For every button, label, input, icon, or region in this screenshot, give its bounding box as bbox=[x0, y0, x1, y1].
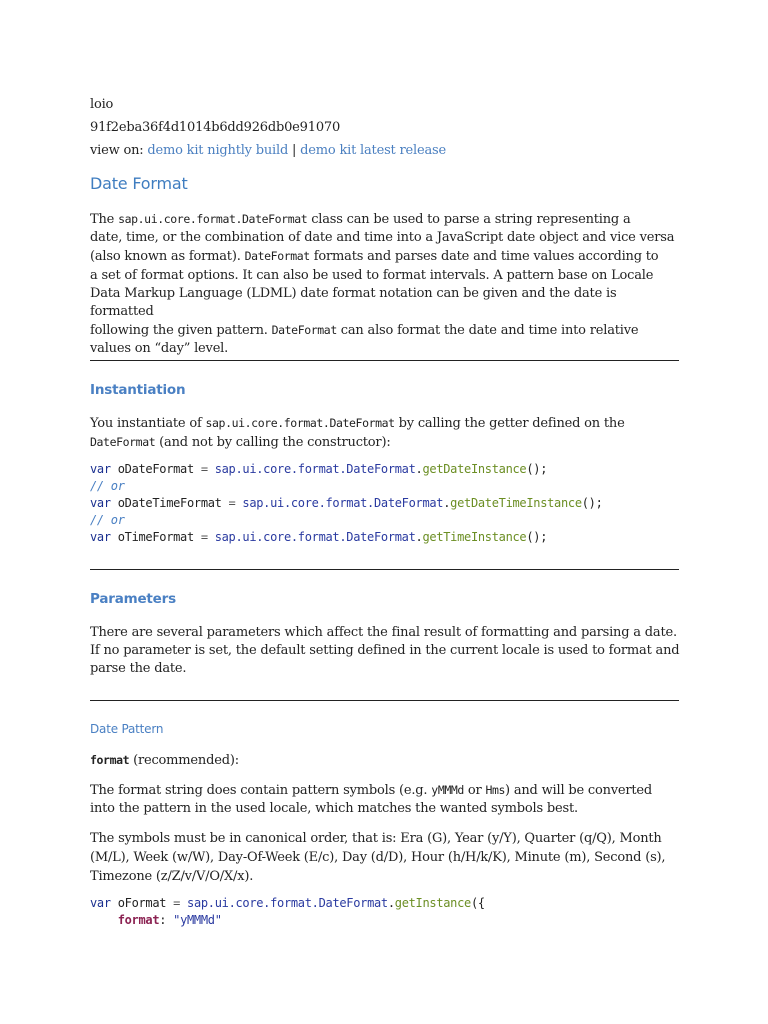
pattern-paragraph-1 bbox=[90, 781, 680, 818]
code-namespace: sap.ui.core.format. bbox=[242, 496, 374, 510]
instantiation-line-1 bbox=[90, 414, 680, 433]
code-namespace: sap.ui.core.format. bbox=[214, 530, 347, 544]
code-dot: . bbox=[387, 896, 395, 910]
parameters-line-1: There are several parameters which affect the final result of formatting and parsing a date. bbox=[90, 625, 677, 640]
pattern-line-1 bbox=[90, 781, 680, 800]
code-operator: = bbox=[228, 496, 236, 510]
view-on-line bbox=[90, 142, 446, 160]
intro-text: (also known as format). bbox=[90, 249, 245, 265]
code-namespace: sap.ui.core.format. bbox=[187, 896, 319, 910]
code-function: getDateTimeInstance bbox=[450, 496, 582, 510]
code-function: getTimeInstance bbox=[422, 530, 527, 544]
symbols-line-3: Timezone (z/Z/v/V/O/X/x). bbox=[90, 869, 254, 884]
code-line-2 bbox=[90, 913, 222, 927]
code-call-end: (); bbox=[526, 462, 548, 476]
code-dot: . bbox=[415, 462, 423, 476]
inline-code: format bbox=[90, 753, 130, 767]
intro-line-7: values on “day” level. bbox=[90, 341, 229, 357]
instantiation-text: by calling the getter defined on the bbox=[394, 416, 625, 431]
code-open: ({ bbox=[470, 896, 485, 910]
loio-label: loio bbox=[90, 97, 114, 112]
parameters-heading: Parameters bbox=[90, 591, 176, 607]
intro-line-6 bbox=[90, 321, 680, 340]
code-keyword: var bbox=[90, 462, 111, 476]
code-colon: : bbox=[159, 913, 167, 927]
pattern-line-2: into the pattern in the used locale, which matches the wanted symbols best. bbox=[90, 801, 578, 817]
instantiation-text: You instantiate of bbox=[90, 416, 206, 431]
instantiation-paragraph bbox=[90, 414, 680, 452]
date-pattern-code-block bbox=[90, 895, 485, 929]
code-string: "yMMMd" bbox=[173, 913, 222, 927]
code-operator: = bbox=[173, 896, 181, 910]
intro-line-1 bbox=[90, 210, 680, 229]
code-variable: oFormat bbox=[117, 896, 167, 910]
demo-kit-nightly-link[interactable]: demo kit nightly build bbox=[147, 143, 289, 158]
intro-text: can also format the date and time into relative bbox=[336, 323, 639, 339]
code-line-1 bbox=[90, 896, 485, 910]
code-call-end: (); bbox=[526, 530, 548, 544]
code-line-5 bbox=[90, 530, 547, 544]
code-operator: = bbox=[200, 530, 208, 544]
code-function: getInstance bbox=[394, 896, 471, 910]
section-divider bbox=[90, 700, 679, 701]
intro-line-3 bbox=[90, 247, 680, 266]
code-line-3 bbox=[90, 496, 603, 510]
view-on-label: view on: bbox=[90, 143, 144, 158]
format-option-label bbox=[90, 751, 239, 770]
pattern-text: or bbox=[463, 783, 486, 798]
code-variable: oDateFormat bbox=[117, 462, 194, 476]
loio-id: 91f2eba36f4d1014b6dd926db0e91070 bbox=[90, 120, 341, 135]
code-class: DateFormat bbox=[373, 496, 444, 510]
code-namespace: sap.ui.core.format. bbox=[214, 462, 347, 476]
code-comment: // or bbox=[90, 479, 125, 493]
inline-code: Hms bbox=[485, 783, 506, 797]
date-pattern-heading: Date Pattern bbox=[90, 722, 164, 736]
intro-paragraph bbox=[90, 210, 680, 359]
symbols-line-1: The symbols must be in canonical order, that is: Era (G), Year (y/Y), Quarter (q/Q), Month bbox=[90, 831, 662, 846]
symbols-line-2: (M/L), Week (w/W), Day-Of-Week (E/c), Day (d/D), Hour (h/H/k/K), Minute (m), Second (s), bbox=[90, 850, 666, 865]
code-function: getDateInstance bbox=[422, 462, 527, 476]
code-variable: oTimeFormat bbox=[117, 530, 194, 544]
parameters-line-2: If no parameter is set, the default setting defined in the current locale is used to format and bbox=[90, 643, 680, 659]
inline-code: DateFormat bbox=[271, 323, 337, 338]
demo-kit-latest-link[interactable]: demo kit latest release bbox=[300, 143, 446, 158]
inline-code: sap.ui.core.format.DateFormat bbox=[205, 416, 395, 430]
code-line-1 bbox=[90, 462, 547, 476]
code-property: format bbox=[117, 913, 160, 927]
page-title: Date Format bbox=[90, 174, 188, 193]
code-comment: // or bbox=[90, 513, 125, 527]
format-suffix: (recommended): bbox=[129, 753, 239, 768]
intro-text: formats and parses date and time values according to bbox=[309, 249, 659, 265]
pattern-text: The format string does contain pattern symbols (e.g. bbox=[90, 783, 432, 798]
code-dot: . bbox=[443, 496, 451, 510]
code-class: DateFormat bbox=[346, 462, 416, 476]
code-keyword: var bbox=[90, 496, 111, 510]
inline-code: yMMMd bbox=[431, 783, 464, 797]
pattern-text: ) and will be converted bbox=[505, 783, 653, 798]
code-class: DateFormat bbox=[318, 896, 388, 910]
instantiation-text: (and not by calling the constructor): bbox=[155, 435, 391, 451]
instantiation-code-block bbox=[90, 461, 603, 546]
section-divider bbox=[90, 569, 679, 570]
pattern-paragraph-2 bbox=[90, 829, 680, 886]
code-keyword: var bbox=[90, 530, 111, 544]
instantiation-line-2 bbox=[90, 433, 680, 452]
code-class: DateFormat bbox=[346, 530, 416, 544]
code-call-end: (); bbox=[581, 496, 603, 510]
intro-text: class can be used to parse a string representing a bbox=[307, 212, 631, 227]
section-divider bbox=[90, 360, 679, 361]
intro-line-4: a set of format options. It can also be used to format intervals. A pattern base on Locale bbox=[90, 267, 654, 283]
code-dot: . bbox=[415, 530, 423, 544]
instantiation-heading: Instantiation bbox=[90, 382, 186, 398]
parameters-paragraph bbox=[90, 624, 680, 679]
code-operator: = bbox=[200, 462, 208, 476]
inline-code: DateFormat bbox=[244, 249, 310, 264]
code-variable: oDateTimeFormat bbox=[117, 496, 222, 510]
intro-text: The bbox=[90, 212, 119, 227]
inline-code: DateFormat bbox=[90, 435, 156, 450]
parameters-line-3: parse the date. bbox=[90, 661, 187, 677]
intro-line-5: Data Markup Language (LDML) date format notation can be given and the date is formatted bbox=[90, 285, 617, 320]
intro-line-2: date, time, or the combination of date and time into a JavaScript date object and vice versa bbox=[90, 230, 675, 246]
inline-code: sap.ui.core.format.DateFormat bbox=[118, 212, 308, 226]
code-keyword: var bbox=[90, 896, 111, 910]
intro-text: following the given pattern. bbox=[90, 323, 272, 339]
link-separator: | bbox=[292, 143, 297, 158]
